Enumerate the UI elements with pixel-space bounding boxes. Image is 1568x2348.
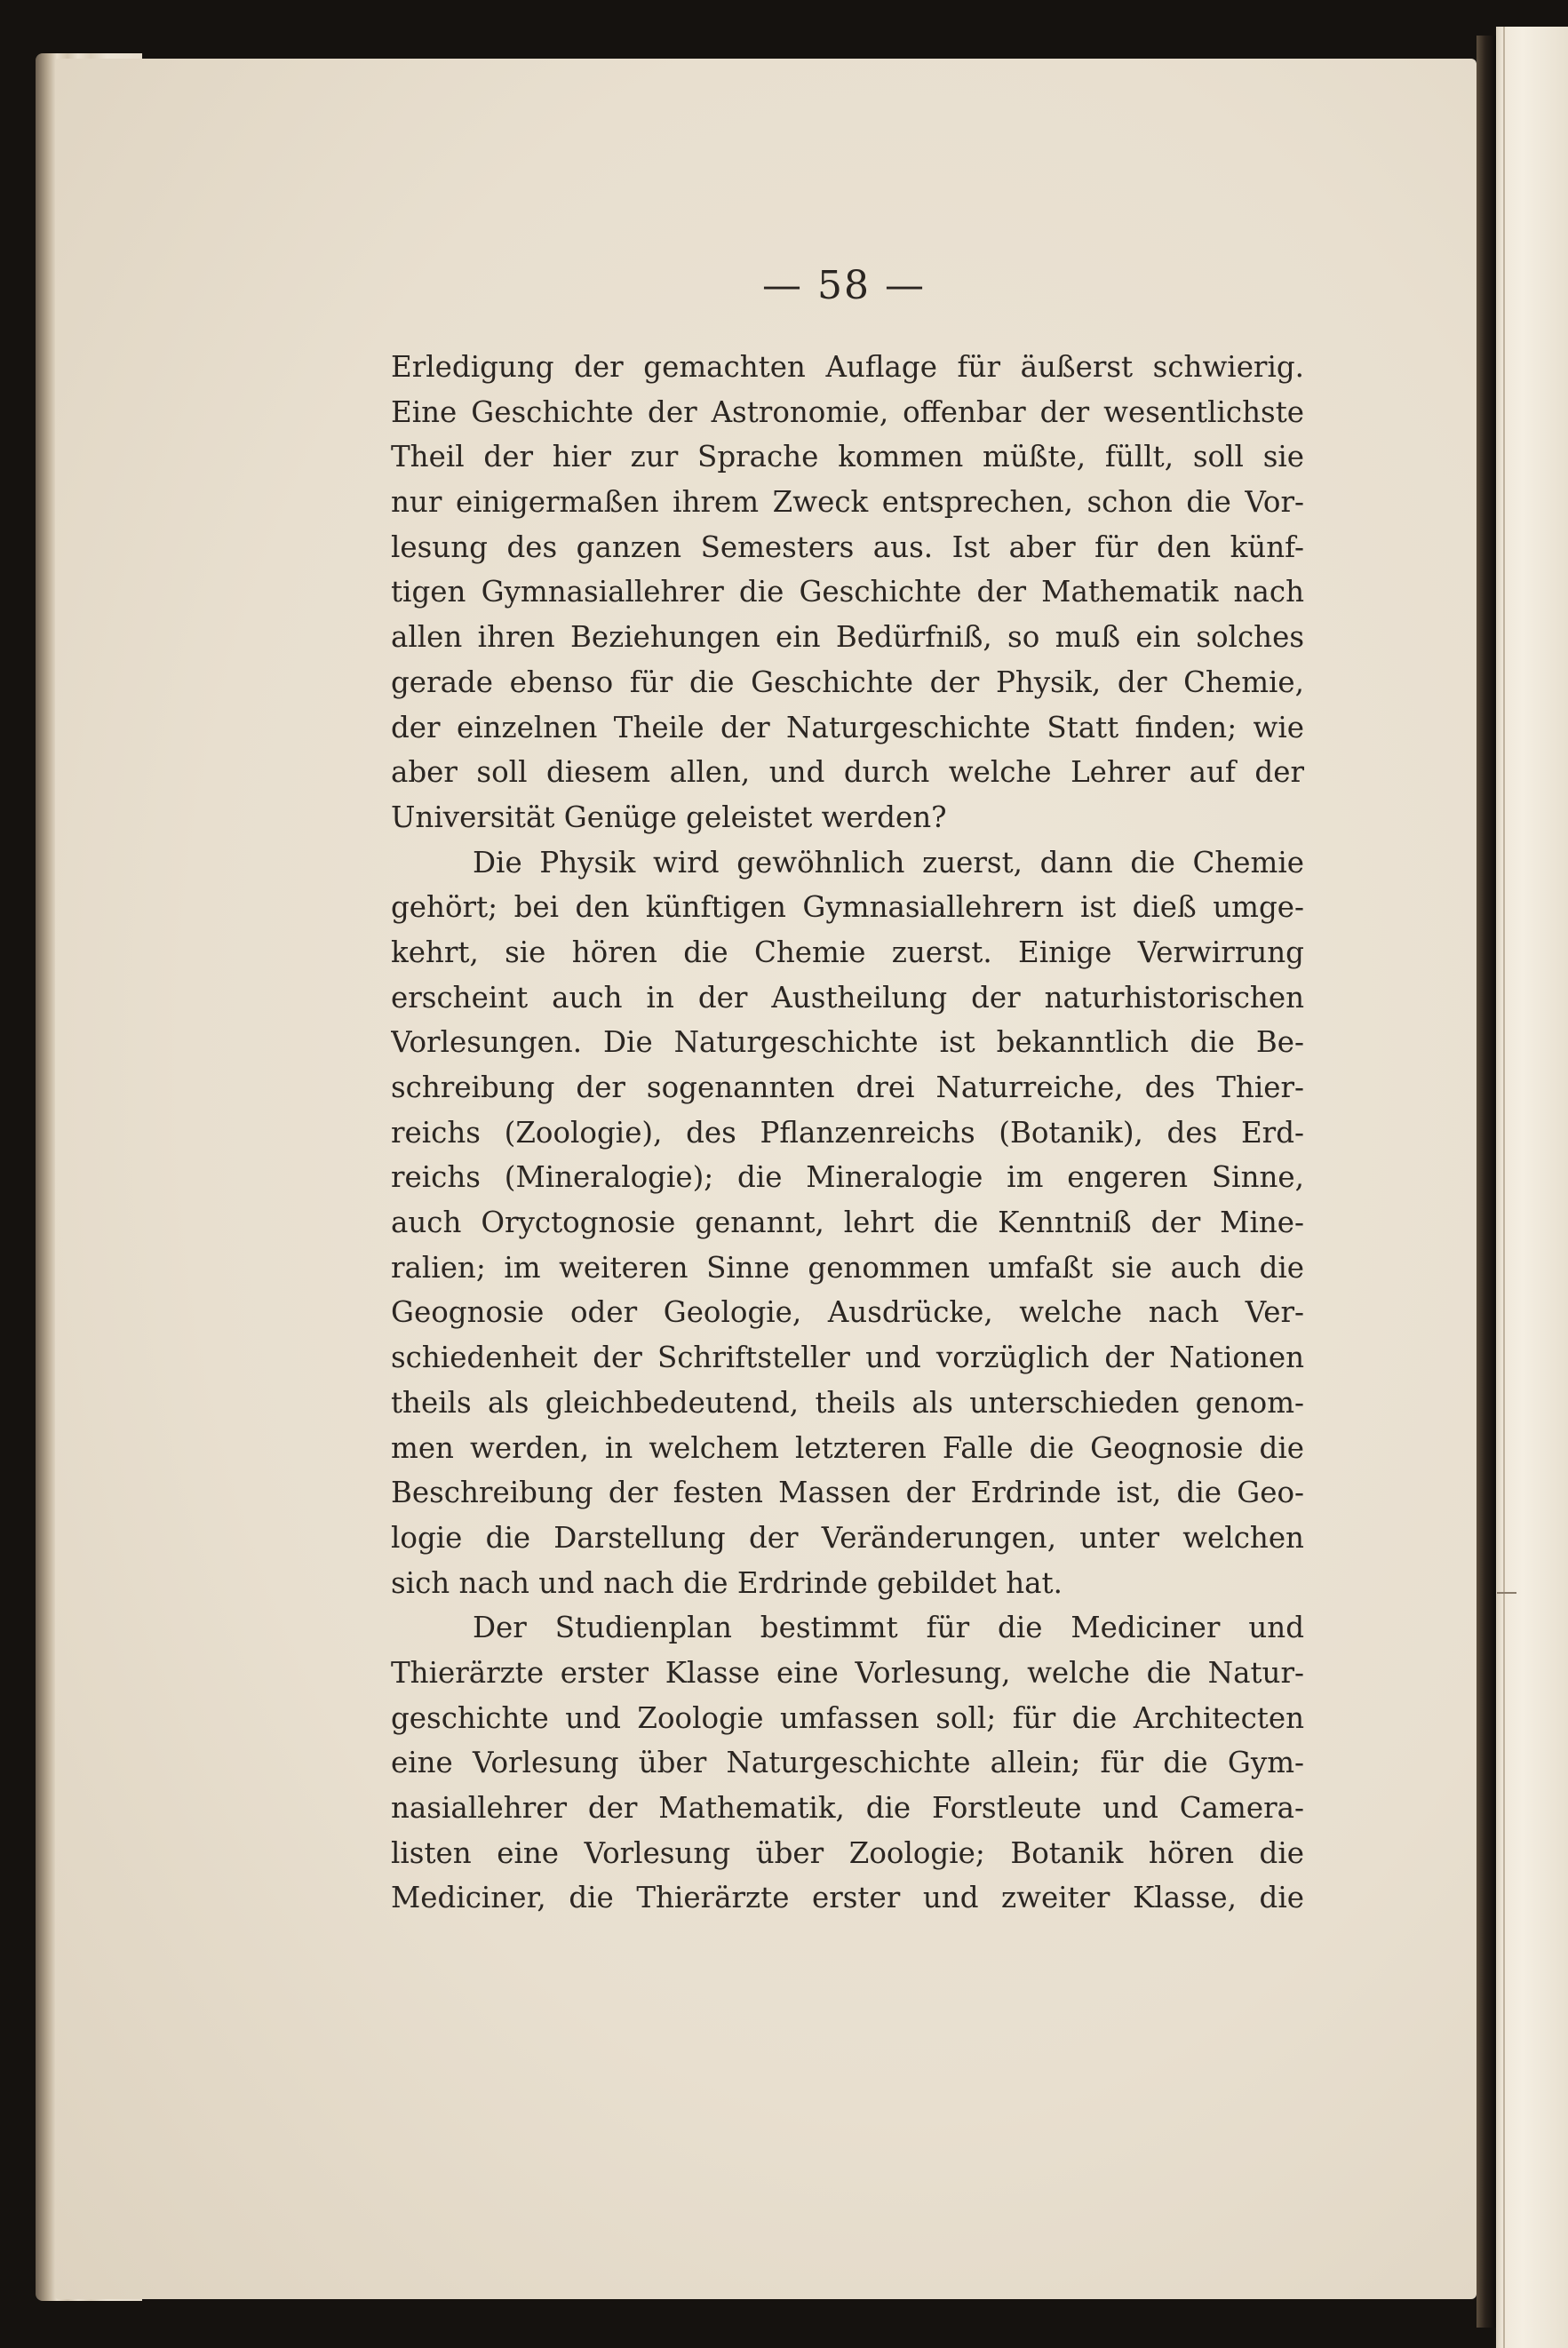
text-line: ralien; im weiteren Sinne genommen umfaßt sie auch die [391,1250,1304,1285]
text-line: tigen Gymnasiallehrer die Geschichte der Mathematik nach [391,575,1304,609]
text-line: reichs (Zoologie), des Pflanzenreichs (Botanik), des Erd- [391,1115,1304,1150]
text-line: auch Oryctognosie genannt, lehrt die Kenntniß der Mine- [391,1206,1304,1240]
body-text [391,345,1304,1921]
text-line: der einzelnen Theile der Naturgeschichte Statt finden; wie [391,710,1304,744]
text-line: Universität Genüge geleistet werden? [391,800,947,834]
text-line: Eine Geschichte der Astronomie, offenbar der wesentlichste [391,394,1304,429]
text-line: eine Vorlesung über Naturgeschichte allein; für die Gym- [391,1746,1304,1780]
text-line: schreibung der sogenannten drei Naturreiche, des Thier- [391,1071,1304,1104]
text-line: erscheint auch in der Austheilung der naturhistorischen [391,980,1304,1015]
facing-page-edge [1496,27,1568,2348]
text-line: aber soll diesem allen, und durch welche Lehrer auf der [391,755,1304,790]
text-line: lesung des ganzen Semesters aus. Ist aber für den künf- [391,529,1304,564]
text-line: Vorlesungen. Die Naturgeschichte ist bekanntlich die Be- [391,1025,1304,1060]
text-line: Thierärzte erster Klasse eine Vorlesung, welche die Natur- [391,1655,1304,1690]
text-line: nur einigermaßen ihrem Zweck entsprechen, schon die Vor- [391,485,1304,520]
text-line: sich nach und nach die Erdrinde gebildet hat. [391,1565,1063,1600]
text-line: Die Physik wird gewöhnlich zuerst, dann die Chemie [473,845,1304,880]
text-line: Beschreibung der festen Massen der Erdrinde ist, die Geo- [391,1476,1304,1510]
book-gutter [1476,36,1496,2328]
page-number: — 58 — [762,263,926,308]
text-line: gerade ebenso für die Geschichte der Physik, der Chemie, [391,665,1304,699]
text-line: Der Studienplan bestimmt für die Mediciner und [473,1611,1304,1645]
text-line: listen eine Vorlesung über Zoologie; Botanik hören die [391,1835,1304,1870]
text-line: Geognosie oder Geologie, Ausdrücke, welche nach Ver- [391,1295,1304,1330]
facing-page-mark [1497,1592,1516,1594]
text-line: nasiallehrer der Mathematik, die Forstleute und Camera- [391,1791,1304,1825]
text-line: schiedenheit der Schriftsteller und vorzüglich der Nationen [391,1341,1304,1375]
text-line: reichs (Mineralogie); die Mineralogie im engeren Sinne, [391,1160,1304,1195]
facing-page-fold-line [1503,27,1505,2348]
text-line: gehört; bei den künftigen Gymnasiallehrern ist dieß umge- [391,890,1304,925]
text-line: men werden, in welchem letzteren Falle die Geognosie die [391,1430,1304,1465]
text-line: Theil der hier zur Sprache kommen müßte, füllt, soll sie [391,440,1304,474]
text-line: Mediciner, die Thierärzte erster und zweiter Klasse, die [391,1881,1304,1915]
text-line: Erledigung der gemachten Auflage für äußerst schwierig. [391,350,1304,384]
text-line: theils als gleichbedeutend, theils als unterschieden genom- [391,1385,1304,1420]
text-line: kehrt, sie hören die Chemie zuerst. Einige Verwirrung [391,935,1304,969]
text-line: logie die Darstellung der Veränderungen, unter welchen [391,1520,1304,1555]
text-line: geschichte und Zoologie umfassen soll; für die Architecten [391,1700,1304,1735]
text-line: allen ihren Beziehungen ein Bedürfniß, so muß ein solches [391,620,1304,655]
